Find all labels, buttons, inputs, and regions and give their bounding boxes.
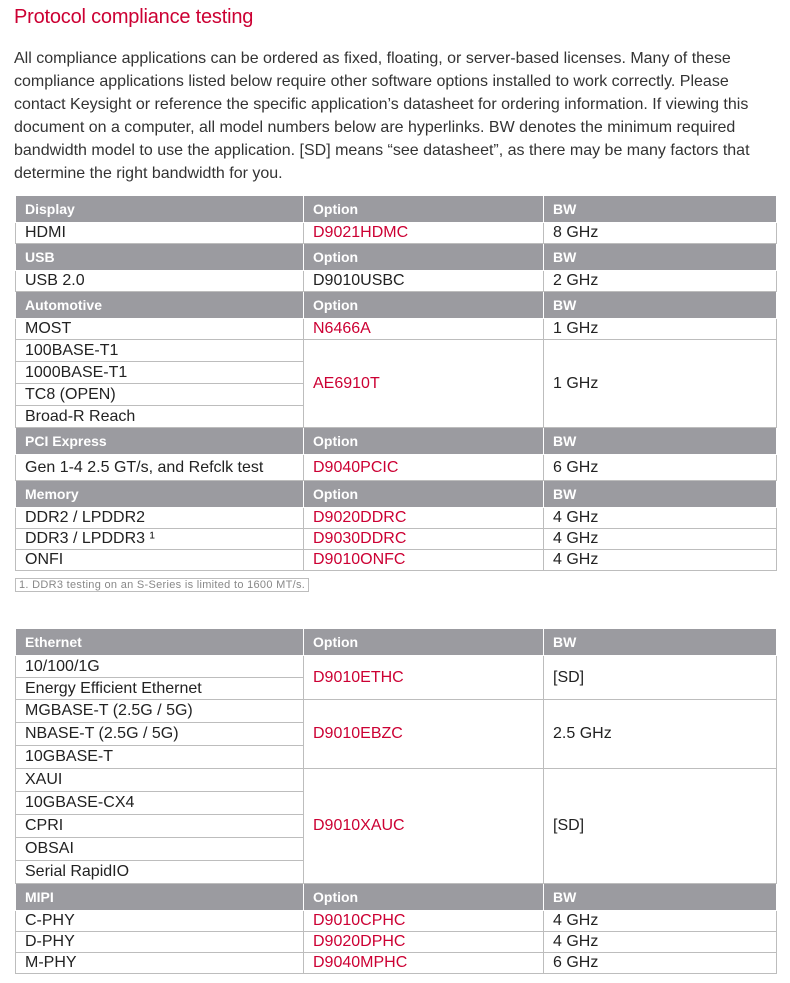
- application-name: USB 2.0: [16, 271, 304, 292]
- table-row: [16, 550, 777, 571]
- option-link[interactable]: D9040MPHC: [304, 953, 544, 974]
- application-name: ONFI: [16, 550, 304, 571]
- column-header-bw: BW: [544, 481, 777, 508]
- table-row: [16, 656, 777, 700]
- table-header-usb: [16, 244, 777, 271]
- table-row: [16, 455, 777, 481]
- option-link[interactable]: D9021HDMC: [304, 223, 544, 244]
- section-header: MIPI: [16, 884, 304, 911]
- table-row: [16, 529, 777, 550]
- option-link[interactable]: N6466A: [304, 319, 544, 340]
- application-name-group: [16, 700, 304, 769]
- page-title: Protocol compliance testing: [14, 6, 254, 28]
- option-link[interactable]: D9030DDRC: [304, 529, 544, 550]
- application-name: C-PHY: [16, 911, 304, 932]
- bandwidth-value: 1 GHz: [544, 319, 777, 340]
- application-name: 10GBASE-CX4: [16, 792, 303, 815]
- option-link[interactable]: D9010ETHC: [304, 656, 544, 700]
- application-name: Energy Efficient Ethernet: [25, 680, 202, 697]
- bandwidth-value: 4 GHz: [544, 550, 777, 571]
- application-name: 10GBASE-T: [25, 748, 114, 765]
- table-row: [16, 700, 777, 769]
- application-name-group: [16, 340, 304, 428]
- application-name: DDR2 / LPDDR2: [16, 508, 304, 529]
- section-header: PCI Express: [16, 428, 304, 455]
- compliance-table-2: [15, 628, 777, 974]
- table-header-memory: [16, 481, 777, 508]
- application-name: TC8 (OPEN): [16, 384, 303, 406]
- application-name: M-PHY: [16, 953, 304, 974]
- bandwidth-value: 4 GHz: [544, 911, 777, 932]
- column-header-bw: BW: [544, 428, 777, 455]
- option-value: D9010USBC: [304, 271, 544, 292]
- table-row: [16, 271, 777, 292]
- application-name: NBASE-T (2.5G / 5G): [16, 723, 303, 746]
- section-header: USB: [16, 244, 304, 271]
- application-name-group: [16, 769, 304, 884]
- bandwidth-value: [SD]: [544, 656, 777, 700]
- option-link[interactable]: D9010ONFC: [304, 550, 544, 571]
- column-header-bw: BW: [544, 629, 777, 656]
- section-header: Memory: [16, 481, 304, 508]
- application-name: DDR3 / LPDDR3 ¹: [16, 529, 304, 550]
- application-name: Serial RapidIO: [25, 863, 130, 880]
- application-name: HDMI: [16, 223, 304, 244]
- table-row: [16, 319, 777, 340]
- option-link[interactable]: D9020DPHC: [304, 932, 544, 953]
- table-row: [16, 911, 777, 932]
- column-header-option: Option: [304, 428, 544, 455]
- section-header: Automotive: [16, 292, 304, 319]
- table-row: [16, 769, 777, 884]
- bandwidth-value: 4 GHz: [544, 508, 777, 529]
- option-link[interactable]: D9040PCIC: [304, 455, 544, 481]
- compliance-table-1: [15, 195, 777, 571]
- option-link[interactable]: D9010XAUC: [304, 769, 544, 884]
- application-name: Broad-R Reach: [25, 408, 136, 425]
- column-header-bw: BW: [544, 884, 777, 911]
- application-name: OBSAI: [16, 838, 303, 861]
- bandwidth-value: 2.5 GHz: [544, 700, 777, 769]
- column-header-option: Option: [304, 481, 544, 508]
- bandwidth-value: 6 GHz: [544, 455, 777, 481]
- application-name: MGBASE-T (2.5G / 5G): [16, 700, 303, 723]
- table-row: [16, 508, 777, 529]
- column-header-option: Option: [304, 629, 544, 656]
- column-header-option: Option: [304, 196, 544, 223]
- application-name: MOST: [16, 319, 304, 340]
- bandwidth-value: 6 GHz: [544, 953, 777, 974]
- bandwidth-value: 4 GHz: [544, 932, 777, 953]
- table-row: [16, 953, 777, 974]
- column-header-bw: BW: [544, 292, 777, 319]
- application-name: 100BASE-T1: [16, 340, 303, 362]
- column-header-bw: BW: [544, 244, 777, 271]
- column-header-option: Option: [304, 292, 544, 319]
- option-link[interactable]: D9010CPHC: [304, 911, 544, 932]
- table-header-automotive: [16, 292, 777, 319]
- table-header-display: [16, 196, 777, 223]
- bandwidth-value: 1 GHz: [544, 340, 777, 428]
- section-header: Display: [16, 196, 304, 223]
- section-header: Ethernet: [16, 629, 304, 656]
- application-name-group: [16, 656, 304, 700]
- table-row: [16, 223, 777, 244]
- column-header-option: Option: [304, 244, 544, 271]
- option-link[interactable]: D9010EBZC: [304, 700, 544, 769]
- application-name: 1000BASE-T1: [16, 362, 303, 384]
- column-header-option: Option: [304, 884, 544, 911]
- application-name: 10/100/1G: [16, 656, 303, 678]
- application-name: XAUI: [16, 769, 303, 792]
- application-name: Gen 1-4 2.5 GT/s, and Refclk test: [16, 455, 304, 481]
- option-link[interactable]: AE6910T: [304, 340, 544, 428]
- table-row: [16, 340, 777, 428]
- table-header-mipi: [16, 884, 777, 911]
- column-header-bw: BW: [544, 196, 777, 223]
- table-header-pci-express: [16, 428, 777, 455]
- bandwidth-value: 8 GHz: [544, 223, 777, 244]
- intro-paragraph: All compliance applications can be ordered as fixed, floating, or server-based licenses. Many of these compliance applications listed below require other software options installed to work correctly. Please contact Keysight or reference the specific application’s datasheet for ordering information. If viewing this document on a computer, all model numbers below are hyperlinks. BW denotes the minimum required bandwidth model to use the application. [SD] means “see datasheet”, as there may be many factors that determine the right bandwidth for you.: [14, 50, 750, 182]
- table-row: [16, 932, 777, 953]
- footnote: 1. DDR3 testing on an S-Series is limited to 1600 MT/s.: [15, 578, 309, 592]
- option-link[interactable]: D9020DDRC: [304, 508, 544, 529]
- bandwidth-value: 4 GHz: [544, 529, 777, 550]
- application-name: D-PHY: [16, 932, 304, 953]
- bandwidth-value: [SD]: [544, 769, 777, 884]
- table-header-ethernet: [16, 629, 777, 656]
- application-name: CPRI: [16, 815, 303, 838]
- bandwidth-value: 2 GHz: [544, 271, 777, 292]
